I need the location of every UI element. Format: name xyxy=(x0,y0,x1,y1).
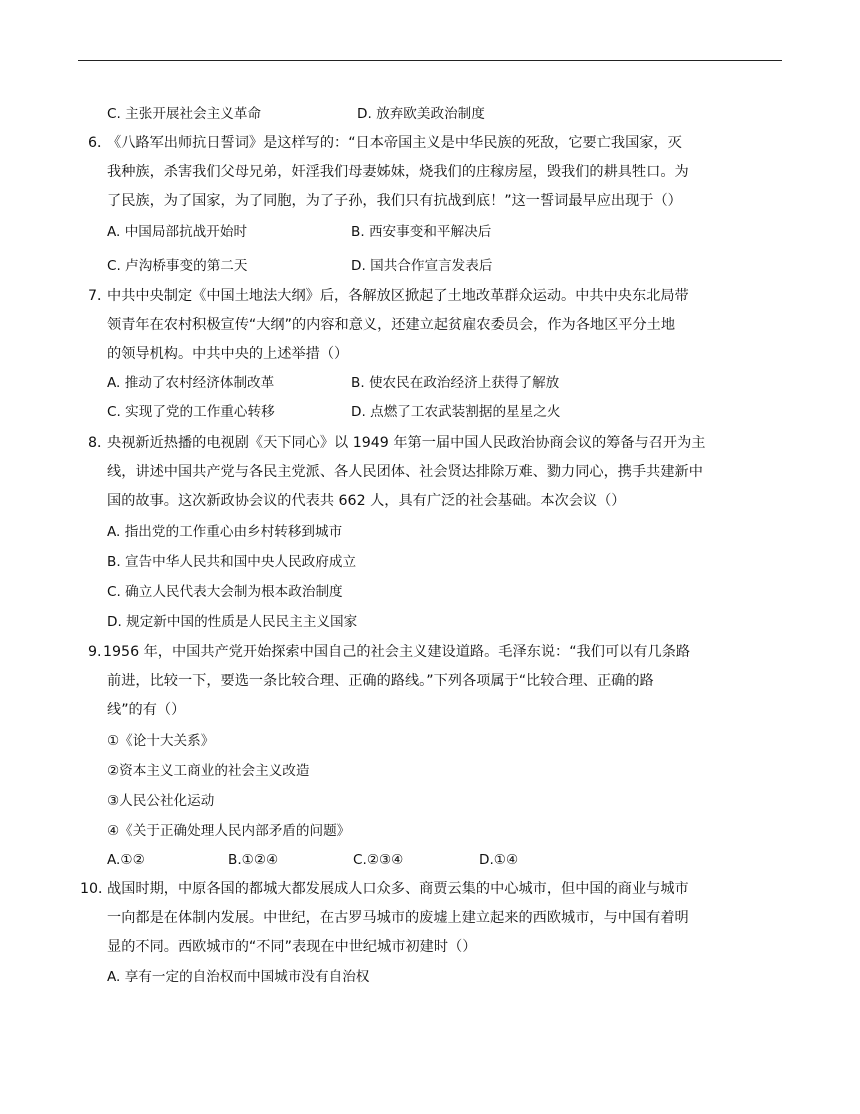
q10-stem-line-3: 显的不同。西欧城市的“不同”表现在中世纪城市初建时（） xyxy=(107,939,477,955)
q6-option-c: C. 卢沟桥事变的第二天 xyxy=(107,258,248,274)
q8-stem-line-1: 央视新近热播的电视剧《天下同心》以 1949 年第一届中国人民政治协商会议的筹备与召开为主 xyxy=(107,435,706,451)
q7-option-d: D. 点燃了工农武装割据的星星之火 xyxy=(351,404,561,420)
q9-option-b: B.①②④ xyxy=(228,852,279,868)
header-rule xyxy=(78,60,782,61)
q5-option-d: D. 放弃欧美政治制度 xyxy=(357,106,485,122)
q6-stem-line-2: 我种族，杀害我们父母兄弟，奸淫我们母妻姊妹，烧我们的庄稼房屋，毁我们的耕具牲口。为 xyxy=(107,164,689,180)
q6-option-d: D. 国共合作宣言发表后 xyxy=(351,258,493,274)
q6-option-b: B. 西安事变和平解决后 xyxy=(351,224,492,240)
q9-stem-line-2: 前进，比较一下，要选一条比较合理、正确的路线。”下列各项属于“比较合理、正确的路 xyxy=(107,673,654,689)
q9-item-3: ③人民公社化运动 xyxy=(107,793,215,809)
q9-option-c: C.②③④ xyxy=(353,852,404,868)
q6-option-a: A. 中国局部抗战开始时 xyxy=(107,224,248,240)
q9-option-d: D.①④ xyxy=(479,852,519,868)
q10-stem-line-2: 一向都是在体制内发展。中世纪，在古罗马城市的废墟上建立起来的西欧城市，与中国有着明 xyxy=(107,910,689,926)
q7-option-b: B. 使农民在政治经济上获得了解放 xyxy=(351,375,560,391)
q10-option-a: A. 享有一定的自治权而中国城市没有自治权 xyxy=(107,969,370,985)
q9-item-2: ②资本主义工商业的社会主义改造 xyxy=(107,763,310,779)
q6-number: 6． xyxy=(88,135,112,151)
q8-option-b: B. 宣告中华人民共和国中央人民政府成立 xyxy=(107,554,357,570)
q7-option-a: A. 推动了农村经济体制改革 xyxy=(107,375,275,391)
q9-option-a: A.①② xyxy=(107,852,145,868)
q8-stem-line-2: 线，讲述中国共产党与各民主党派、各人民团体、社会贤达排除万难、勠力同心，携手共建新中 xyxy=(107,464,703,480)
q7-stem-line-1: 中共中央制定《中国土地法大纲》后，各解放区掀起了土地改革群众运动。中共中央东北局带 xyxy=(107,288,689,304)
q7-stem-line-2: 领青年在农村积极宣传“大纲”的内容和意义，还建立起贫雇农委员会，作为各地区平分土地 xyxy=(107,317,676,333)
q7-option-c: C. 实现了党的工作重心转移 xyxy=(107,404,275,420)
q6-stem-line-1: 《八路军出师抗日誓词》是这样写的：“日本帝国主义是中华民族的死敌，它要亡我国家，灭 xyxy=(107,135,682,151)
q8-stem-line-3: 国的故事。这次新政协会议的代表共 662 人，具有广泛的社会基础。本次会议（） xyxy=(107,493,626,509)
q10-stem-line-1: 战国时期，中原各国的都城大都发展成人口众多、商贾云集的中心城市，但中国的商业与城市 xyxy=(107,881,689,897)
q9-number: 9. xyxy=(88,644,102,660)
q5-option-c: C. 主张开展社会主义革命 xyxy=(107,106,262,122)
q10-number: 10． xyxy=(80,881,113,897)
q9-item-4: ④《关于正确处理人民内部矛盾的问题》 xyxy=(107,823,351,839)
q7-stem-line-3: 的领导机构。中共中央的上述举措（） xyxy=(107,346,349,362)
q8-number: 8． xyxy=(88,435,112,451)
q8-option-c: C. 确立人民代表大会制为根本政治制度 xyxy=(107,584,343,600)
q7-number: 7． xyxy=(88,288,112,304)
q9-stem-line-1: 1956 年，中国共产党开始探索中国自己的社会主义建设道路。毛泽东说：“我们可以有几条路 xyxy=(103,644,691,660)
q8-option-a: A. 指出党的工作重心由乡村转移到城市 xyxy=(107,524,343,540)
q8-option-d: D. 规定新中国的性质是人民民主主义国家 xyxy=(107,614,358,630)
q9-stem-line-3: 线”的有（） xyxy=(107,702,186,718)
q6-stem-line-3: 了民族，为了国家，为了同胞，为了子孙，我们只有抗战到底！”这一誓词最早应出现于（） xyxy=(107,193,682,209)
q9-item-1: ①《论十大关系》 xyxy=(107,733,215,749)
